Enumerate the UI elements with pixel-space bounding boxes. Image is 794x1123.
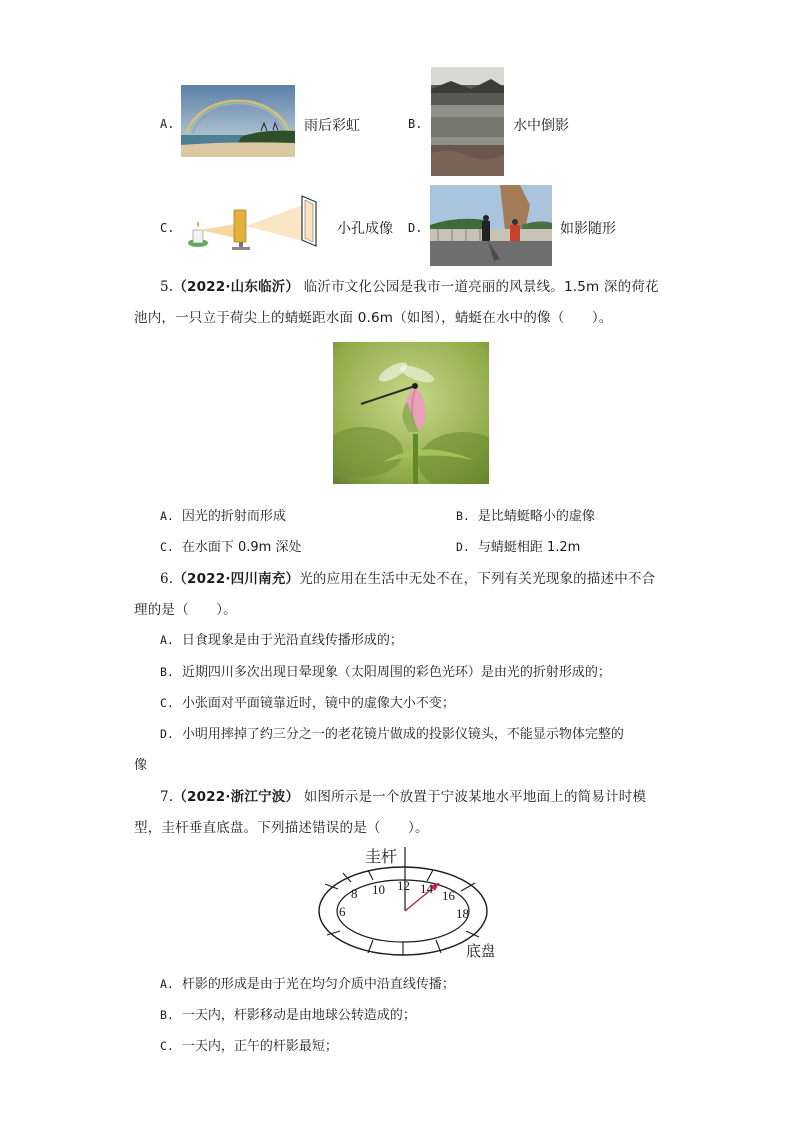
q5-stem-line1 [160, 275, 659, 295]
q5-option-c[interactable] [160, 536, 301, 555]
option-caption-d: 如影随形 [560, 221, 616, 237]
q6-option-a-text: 日食现象是由于光沿直线传播形成的； [181, 633, 403, 648]
hour-label-8: 8 [351, 886, 358, 901]
q6-option-d-text: 小明用摔掉了约三分之一的老花镜片做成的投影仪镜头，不能显示物体完整的 [181, 727, 624, 742]
q5-option-b-text: 是比蜻蜓略小的虚像 [477, 509, 595, 524]
option-letter-c: C. [160, 221, 175, 235]
pinhole-camera-diagram [184, 192, 330, 252]
q5-stem-line2: 池内，一只立于荷尖上的蜻蜓距水面 0.6m（如图），蜻蜓在水中的像（ ）。 [134, 310, 613, 326]
q5-option-a-key: A. [160, 509, 174, 523]
q5-option-c-key: C. [160, 540, 174, 554]
q7-option-c[interactable] [160, 1035, 338, 1054]
q7-option-b-text: 一天内，杆影移动是由地球公转造成的； [181, 1008, 416, 1023]
q7-option-c-text: 一天内，正午的杆影最短； [181, 1039, 338, 1054]
q5-option-d-key: D. [456, 540, 470, 554]
q6-number: 6. [160, 571, 174, 587]
q6-option-b-text: 近期四川多次出现日晕现象（太阳周围的彩色光环）是由光的折射形成的； [181, 665, 611, 680]
hour-label-6: 6 [339, 904, 346, 919]
dragonfly-lotus-photo [333, 342, 489, 484]
q7-source: （2022·浙江宁波） [173, 789, 300, 805]
q7-option-b-key: B. [160, 1008, 174, 1022]
hour-label-12: 12 [397, 878, 410, 893]
q7-option-b[interactable] [160, 1004, 416, 1023]
option-caption-b: 水中倒影 [513, 118, 569, 134]
q6-option-d[interactable] [160, 723, 624, 742]
option-caption-a: 雨后彩虹 [304, 118, 360, 134]
q5-number: 5. [160, 279, 174, 295]
hour-label-10: 10 [372, 882, 385, 897]
q6-stem-line1 [160, 567, 655, 587]
rainbow-photo [181, 85, 295, 157]
q6-option-c-text: 小张面对平面镜靠近时，镜中的虚像大小不变； [181, 696, 455, 711]
option-letter-d: D. [408, 221, 423, 235]
rod-label: 圭杆 [365, 849, 398, 866]
q5-option-a-text: 因光的折射而形成 [181, 509, 286, 524]
q5-source: （2022·山东临沂） [173, 279, 300, 295]
q6-option-c-key: C. [160, 696, 174, 710]
q6-option-c[interactable] [160, 692, 455, 711]
base-label: 底盘 [466, 944, 494, 960]
option-letter-a: A. [160, 117, 175, 131]
q6-source: （2022·四川南充） [173, 571, 300, 587]
q6-text-line1: 光的应用在生活中无处不在，下列有关光现象的描述中不合 [299, 571, 656, 587]
q6-option-a-key: A. [160, 633, 174, 647]
q7-text-line1: 如图所示是一个放置于宁波某地水平地面上的简易计时模 [303, 789, 647, 805]
option-letter-b: B. [408, 117, 423, 131]
option-caption-c: 小孔成像 [337, 221, 393, 237]
q7-option-a[interactable] [160, 973, 455, 992]
q5-option-d-text: 与蜻蜓相距 1.2m [477, 540, 581, 555]
q7-stem-line2: 型，圭杆垂直底盘。下列描述错误的是（ ）。 [134, 820, 429, 836]
q5-option-b-key: B. [456, 509, 470, 523]
q6-option-d-key: D. [160, 727, 174, 741]
q7-option-a-text: 杆影的形成是由于光在均匀介质中沿直线传播； [181, 977, 455, 992]
q5-text-line1: 临沂市文化公园是我市一道亮丽的风景线。1.5m 深的荷花 [303, 279, 659, 295]
water-reflection-photo [431, 67, 504, 176]
q6-stem-line2: 理的是（ ）。 [134, 602, 237, 618]
shadow-photo [430, 185, 552, 266]
q5-option-d[interactable] [456, 536, 580, 555]
q6-option-b-key: B. [160, 665, 174, 679]
q6-option-a[interactable] [160, 629, 403, 648]
q7-option-c-key: C. [160, 1039, 174, 1053]
q5-option-b[interactable] [456, 505, 595, 524]
q6-option-d-continuation: 像 [134, 758, 148, 773]
q6-option-b[interactable] [160, 661, 611, 680]
q5-option-c-text: 在水面下 0.9m 深处 [181, 540, 302, 555]
hour-label-18: 18 [456, 906, 469, 921]
q5-option-a[interactable] [160, 505, 286, 524]
q7-stem-line1 [160, 785, 646, 805]
sundial-figure [318, 843, 494, 961]
q7-option-a-key: A. [160, 977, 174, 991]
hour-label-14: 14 [420, 881, 433, 896]
hour-label-16: 16 [442, 888, 455, 903]
q7-number: 7. [160, 789, 174, 805]
